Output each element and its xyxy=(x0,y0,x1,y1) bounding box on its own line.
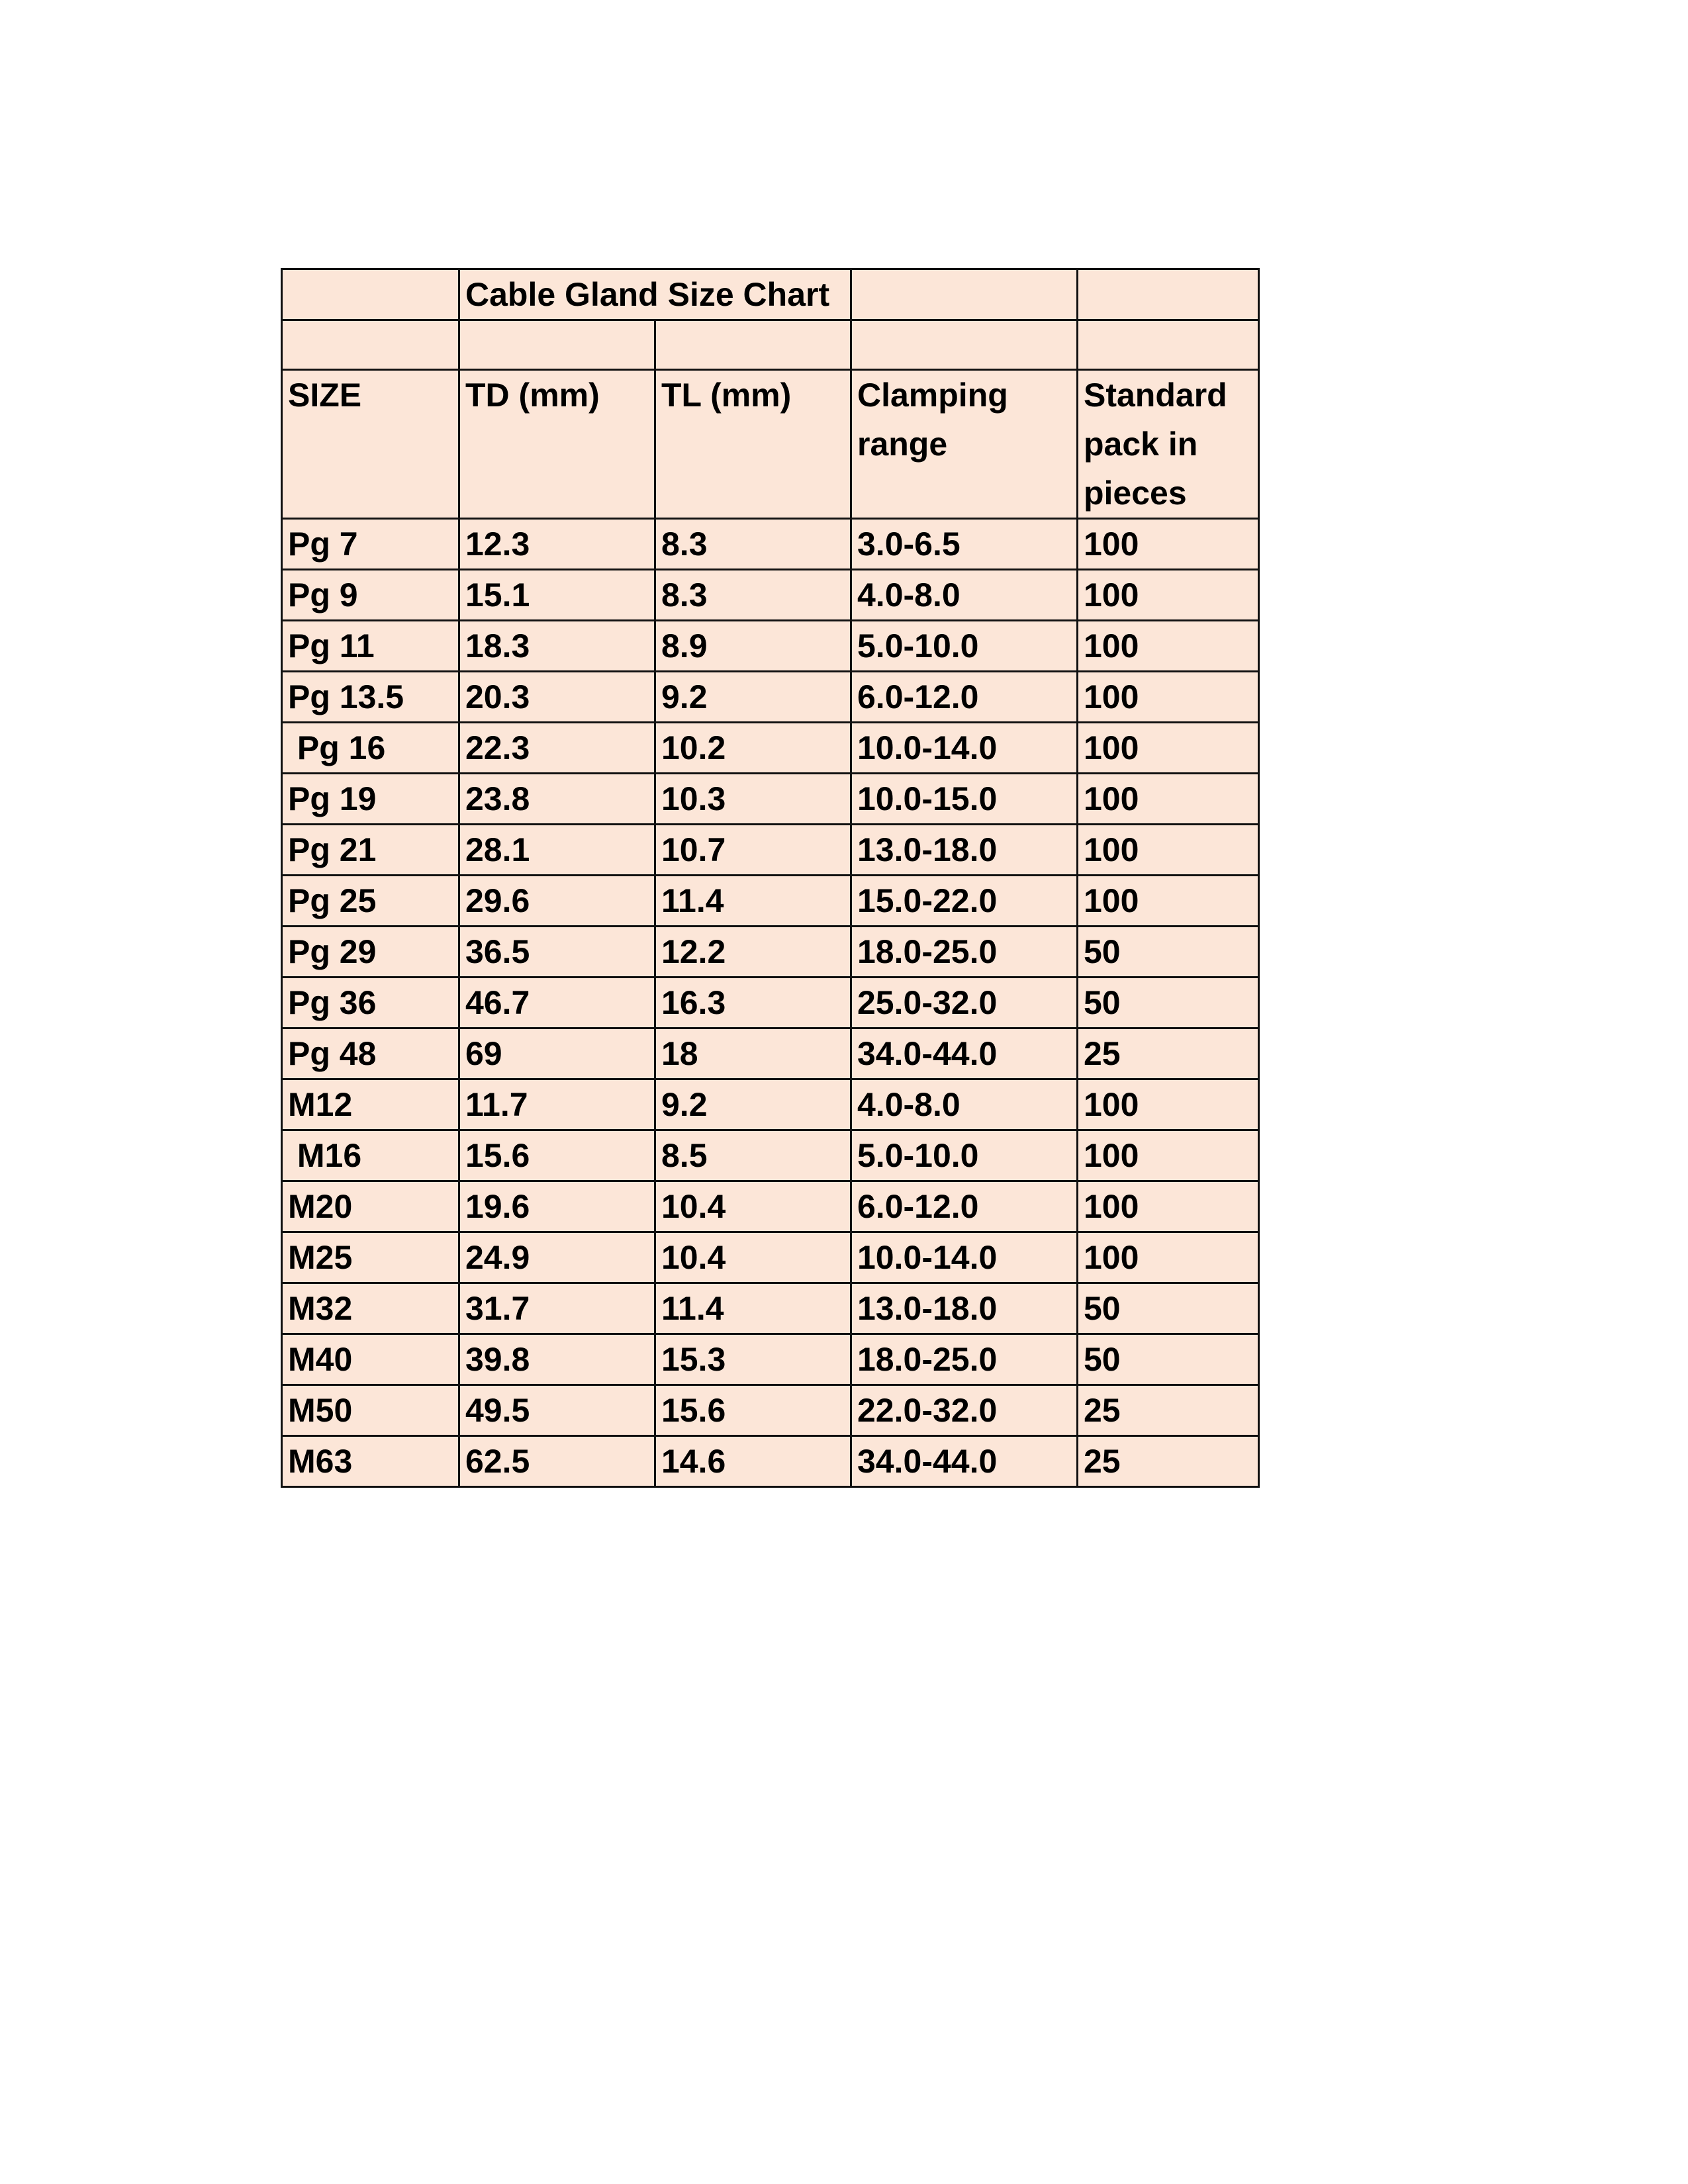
td-cell[interactable]: 49.5 xyxy=(459,1385,655,1436)
tl-cell[interactable]: 15.3 xyxy=(655,1334,851,1385)
table-row xyxy=(282,876,1259,927)
tl-cell[interactable]: 8.3 xyxy=(655,570,851,621)
table-row xyxy=(282,570,1259,621)
table-row xyxy=(282,1334,1259,1385)
clamping-range-cell[interactable]: 10.0-14.0 xyxy=(851,1232,1078,1283)
table-row xyxy=(282,1436,1259,1487)
table-row xyxy=(282,723,1259,774)
size-cell[interactable]: Pg 7 xyxy=(282,519,459,570)
cell[interactable] xyxy=(459,320,655,370)
tl-cell[interactable]: 10.7 xyxy=(655,825,851,876)
cell[interactable] xyxy=(282,320,459,370)
size-cell[interactable]: M32 xyxy=(282,1283,459,1334)
tl-cell[interactable]: 9.2 xyxy=(655,672,851,723)
standard-pack-cell[interactable]: 100 xyxy=(1078,519,1259,570)
tl-cell[interactable]: 10.4 xyxy=(655,1232,851,1283)
header-clamping-range-line: range xyxy=(857,426,948,463)
table-row xyxy=(282,1130,1259,1181)
standard-pack-cell[interactable]: 100 xyxy=(1078,825,1259,876)
tl-cell[interactable]: 8.9 xyxy=(655,621,851,672)
td-cell[interactable]: 46.7 xyxy=(459,978,655,1028)
table-title[interactable]: Cable Gland Size Chart xyxy=(459,269,851,320)
cell[interactable] xyxy=(655,320,851,370)
td-cell[interactable]: 62.5 xyxy=(459,1436,655,1487)
blank-row xyxy=(282,320,1259,370)
header-standard-pack-line: Standard xyxy=(1084,377,1227,414)
clamping-range-cell[interactable]: 34.0-44.0 xyxy=(851,1028,1078,1079)
header-clamping-range-line: Clamping xyxy=(857,377,1008,414)
size-cell[interactable]: Pg 11 xyxy=(282,621,459,672)
clamping-range-cell[interactable]: 13.0-18.0 xyxy=(851,1283,1078,1334)
td-cell[interactable]: 39.8 xyxy=(459,1334,655,1385)
cell[interactable] xyxy=(1078,269,1259,320)
size-cell[interactable]: Pg 16 xyxy=(282,723,459,774)
table-row xyxy=(282,1232,1259,1283)
cell[interactable] xyxy=(851,320,1078,370)
size-cell[interactable]: Pg 25 xyxy=(282,876,459,927)
tl-cell[interactable]: 10.3 xyxy=(655,774,851,825)
size-cell[interactable]: Pg 19 xyxy=(282,774,459,825)
size-cell[interactable]: Pg 13.5 xyxy=(282,672,459,723)
cable-gland-size-table xyxy=(281,268,1260,1488)
table-row xyxy=(282,519,1259,570)
header-size[interactable]: SIZE xyxy=(282,370,459,519)
table-row xyxy=(282,774,1259,825)
td-cell[interactable]: 31.7 xyxy=(459,1283,655,1334)
standard-pack-cell[interactable]: 25 xyxy=(1078,1385,1259,1436)
table-row xyxy=(282,1385,1259,1436)
tl-cell[interactable]: 18 xyxy=(655,1028,851,1079)
size-cell[interactable]: M20 xyxy=(282,1181,459,1232)
header-row xyxy=(282,370,1259,519)
clamping-range-cell[interactable]: 4.0-8.0 xyxy=(851,570,1078,621)
standard-pack-cell[interactable]: 100 xyxy=(1078,672,1259,723)
standard-pack-cell[interactable]: 100 xyxy=(1078,1181,1259,1232)
td-cell[interactable]: 29.6 xyxy=(459,876,655,927)
td-cell[interactable]: 69 xyxy=(459,1028,655,1079)
header-tl[interactable]: TL (mm) xyxy=(655,370,851,519)
td-cell[interactable]: 12.3 xyxy=(459,519,655,570)
tl-cell[interactable]: 9.2 xyxy=(655,1079,851,1130)
td-cell[interactable]: 20.3 xyxy=(459,672,655,723)
header-clamping-range[interactable] xyxy=(851,370,1078,519)
tl-cell[interactable]: 8.3 xyxy=(655,519,851,570)
standard-pack-cell[interactable]: 100 xyxy=(1078,774,1259,825)
size-cell[interactable]: M40 xyxy=(282,1334,459,1385)
td-cell[interactable]: 23.8 xyxy=(459,774,655,825)
size-cell[interactable]: Pg 29 xyxy=(282,927,459,978)
standard-pack-cell[interactable]: 100 xyxy=(1078,1232,1259,1283)
header-standard-pack[interactable] xyxy=(1078,370,1259,519)
standard-pack-cell[interactable]: 50 xyxy=(1078,1283,1259,1334)
size-cell[interactable]: M12 xyxy=(282,1079,459,1130)
header-standard-pack-line: pack in xyxy=(1084,426,1198,463)
size-cell[interactable]: Pg 36 xyxy=(282,978,459,1028)
clamping-range-cell[interactable]: 6.0-12.0 xyxy=(851,1181,1078,1232)
standard-pack-cell[interactable]: 25 xyxy=(1078,1436,1259,1487)
cell[interactable] xyxy=(1078,320,1259,370)
clamping-range-cell[interactable]: 5.0-10.0 xyxy=(851,621,1078,672)
td-cell[interactable]: 11.7 xyxy=(459,1079,655,1130)
clamping-range-cell[interactable]: 22.0-32.0 xyxy=(851,1385,1078,1436)
td-cell[interactable]: 28.1 xyxy=(459,825,655,876)
header-standard-pack-line: pieces xyxy=(1084,475,1187,512)
header-td[interactable]: TD (mm) xyxy=(459,370,655,519)
title-row xyxy=(282,269,1259,320)
cell[interactable] xyxy=(851,269,1078,320)
standard-pack-cell[interactable]: 50 xyxy=(1078,927,1259,978)
size-cell[interactable]: M25 xyxy=(282,1232,459,1283)
table-row xyxy=(282,672,1259,723)
tl-cell[interactable]: 16.3 xyxy=(655,978,851,1028)
table-row xyxy=(282,1283,1259,1334)
tl-cell[interactable]: 11.4 xyxy=(655,1283,851,1334)
td-cell[interactable]: 22.3 xyxy=(459,723,655,774)
tl-cell[interactable]: 10.4 xyxy=(655,1181,851,1232)
size-cell[interactable]: Pg 21 xyxy=(282,825,459,876)
standard-pack-cell[interactable]: 100 xyxy=(1078,621,1259,672)
clamping-range-cell[interactable]: 15.0-22.0 xyxy=(851,876,1078,927)
clamping-range-cell[interactable]: 4.0-8.0 xyxy=(851,1079,1078,1130)
standard-pack-cell[interactable]: 100 xyxy=(1078,570,1259,621)
tl-cell[interactable]: 15.6 xyxy=(655,1385,851,1436)
td-cell[interactable]: 18.3 xyxy=(459,621,655,672)
table-row xyxy=(282,1028,1259,1079)
table-row xyxy=(282,978,1259,1028)
clamping-range-cell[interactable]: 3.0-6.5 xyxy=(851,519,1078,570)
clamping-range-cell[interactable]: 10.0-14.0 xyxy=(851,723,1078,774)
spreadsheet-sheet xyxy=(281,268,1258,1488)
td-cell[interactable]: 19.6 xyxy=(459,1181,655,1232)
table-row xyxy=(282,1181,1259,1232)
table-row xyxy=(282,1079,1259,1130)
tl-cell[interactable]: 11.4 xyxy=(655,876,851,927)
clamping-range-cell[interactable]: 18.0-25.0 xyxy=(851,927,1078,978)
standard-pack-cell[interactable]: 100 xyxy=(1078,1079,1259,1130)
standard-pack-cell[interactable]: 50 xyxy=(1078,1334,1259,1385)
standard-pack-cell[interactable]: 100 xyxy=(1078,1130,1259,1181)
tl-cell[interactable]: 8.5 xyxy=(655,1130,851,1181)
clamping-range-cell[interactable]: 13.0-18.0 xyxy=(851,825,1078,876)
td-cell[interactable]: 36.5 xyxy=(459,927,655,978)
standard-pack-cell[interactable]: 100 xyxy=(1078,876,1259,927)
size-cell[interactable]: M16 xyxy=(282,1130,459,1181)
standard-pack-cell[interactable]: 25 xyxy=(1078,1028,1259,1079)
standard-pack-cell[interactable]: 100 xyxy=(1078,723,1259,774)
table-row xyxy=(282,825,1259,876)
clamping-range-cell[interactable]: 5.0-10.0 xyxy=(851,1130,1078,1181)
size-cell[interactable]: M50 xyxy=(282,1385,459,1436)
cell[interactable] xyxy=(282,269,459,320)
table-row xyxy=(282,927,1259,978)
clamping-range-cell[interactable]: 18.0-25.0 xyxy=(851,1334,1078,1385)
standard-pack-cell[interactable]: 50 xyxy=(1078,978,1259,1028)
clamping-range-cell[interactable]: 34.0-44.0 xyxy=(851,1436,1078,1487)
td-cell[interactable]: 15.1 xyxy=(459,570,655,621)
td-cell[interactable]: 15.6 xyxy=(459,1130,655,1181)
clamping-range-cell[interactable]: 10.0-15.0 xyxy=(851,774,1078,825)
size-cell[interactable]: Pg 9 xyxy=(282,570,459,621)
tl-cell[interactable]: 14.6 xyxy=(655,1436,851,1487)
tl-cell[interactable]: 12.2 xyxy=(655,927,851,978)
clamping-range-cell[interactable]: 25.0-32.0 xyxy=(851,978,1078,1028)
clamping-range-cell[interactable]: 6.0-12.0 xyxy=(851,672,1078,723)
table-row xyxy=(282,621,1259,672)
tl-cell[interactable]: 10.2 xyxy=(655,723,851,774)
size-cell[interactable]: M63 xyxy=(282,1436,459,1487)
td-cell[interactable]: 24.9 xyxy=(459,1232,655,1283)
size-cell[interactable]: Pg 48 xyxy=(282,1028,459,1079)
